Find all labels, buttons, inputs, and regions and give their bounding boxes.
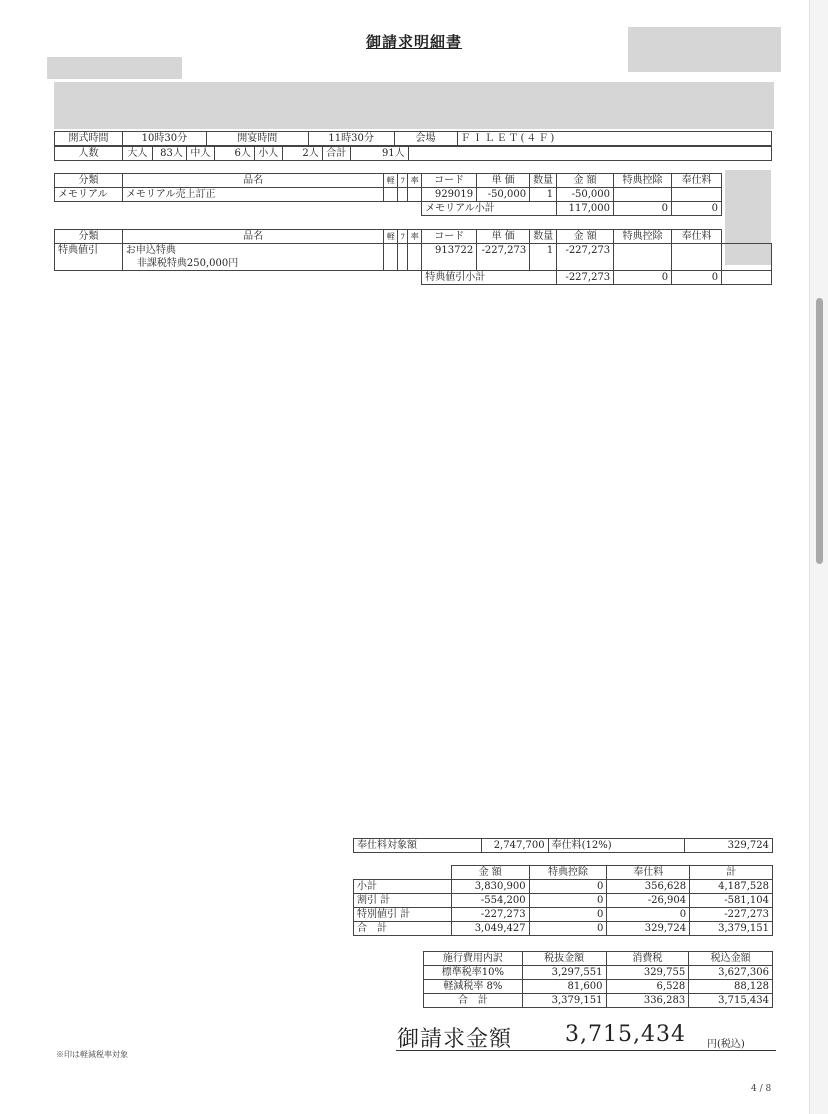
people-total-label: 合計 [322,147,350,161]
col-light: 軽 [384,174,398,188]
tax-header-tax: 消費税 [606,952,689,966]
memorial-subtotal-benefit: 0 [614,202,672,216]
memorial-qty: 1 [530,188,557,202]
summary-row-label: 特別値引 計 [354,908,452,922]
tax-row-incl: 3,715,434 [689,994,773,1008]
summary-row-amount: 3,049,427 [451,922,529,936]
benefit-amount: -227,273 [557,244,614,271]
summary-row-total: -581,104 [690,894,773,908]
table-row [424,994,773,1008]
tax-header-incl: 税込金額 [689,952,773,966]
summary-row-benefit: 0 [529,908,607,922]
summary-row-total: -227,273 [690,908,773,922]
tax-row-label: 標準税率10% [424,966,523,980]
col-light: 軽 [384,230,398,244]
venue-value: ＦＩＬＥＴ(４Ｆ) [457,132,772,146]
summary-row-service: 329,724 [607,922,690,936]
col-unit-price: 単 価 [477,174,530,188]
tax-header-pretax: 税抜金額 [522,952,606,966]
document-title: 御請求明細書 [365,33,462,51]
col-category: 分類 [55,174,123,188]
memorial-subtotal-service: 0 [671,202,721,216]
service-target-value: 2,747,700 [481,839,548,853]
redacted-block-recipient [47,57,182,79]
benefit-subtotal-amount: -227,273 [557,271,614,285]
memorial-code: 929019 [422,188,477,202]
benefit-category: 特典値引 [55,244,123,271]
summary-table [353,865,773,936]
col-amount: 金 額 [557,230,614,244]
service-target-table [353,838,773,853]
summary-row-service: 356,628 [607,880,690,894]
redacted-block-top-right [628,27,781,72]
summary-row-service: 0 [607,908,690,922]
tax-header-breakdown: 施行費用内訳 [424,952,523,966]
col-flag: ﾌ [398,174,408,188]
people-label: 人数 [55,147,123,161]
start-time-value: 10時30分 [122,132,206,146]
child-count: 2人 [282,147,322,161]
tax-row-incl: 3,627,306 [689,966,773,980]
summary-header-total: 計 [690,866,773,880]
tax-row-tax: 6,528 [606,980,689,994]
scrollbar[interactable] [809,0,828,1114]
col-code: コード [422,230,477,244]
benefit-code: 913722 [422,244,477,271]
summary-row-service: -26,904 [607,894,690,908]
tax-row-tax: 336,283 [606,994,689,1008]
redacted-block-banner [54,82,774,129]
col-qty: 数量 [530,174,557,188]
middle-label: 中人 [186,147,214,161]
tax-row-pretax: 3,297,551 [522,966,606,980]
venue-label: 会場 [394,132,457,146]
table-row [424,980,773,994]
reduced-tax-note: ※印は軽減税率対象 [56,1050,128,1059]
table-row [354,880,773,894]
memorial-subtotal-amount: 117,000 [557,202,614,216]
grand-total-unit: 円(税込) [707,1039,745,1050]
col-amount: 金 額 [557,174,614,188]
start-time-label: 開式時間 [55,132,123,146]
summary-row-label: 割引 計 [354,894,452,908]
benefit-subtotal-service: 0 [672,271,722,285]
tax-breakdown-table [423,951,773,1008]
summary-row-label: 小計 [354,880,452,894]
benefit-unit-price: -227,273 [477,244,530,271]
event-info-table [54,131,772,146]
tax-row-label: 合 計 [424,994,523,1008]
people-total-value: 91人 [350,147,408,161]
col-service: 奉仕料 [672,230,722,244]
tax-row-pretax: 81,600 [522,980,606,994]
page-indicator: 4 / 8 [751,1084,772,1094]
memorial-item: メモリアル売上訂正 [122,188,383,202]
col-flag: ﾌ [398,230,408,244]
middle-count: 6人 [214,147,254,161]
tax-row-incl: 88,128 [689,980,773,994]
col-item: 品名 [122,230,383,244]
tax-row-label: 軽減税率 8% [424,980,523,994]
summary-row-amount: -554,200 [451,894,529,908]
table-row [55,271,772,285]
table-row [55,202,722,216]
summary-header-service: 奉仕料 [607,866,690,880]
table-row [354,894,773,908]
child-label: 小人 [254,147,282,161]
col-code: コード [422,174,477,188]
adult-label: 大人 [122,147,152,161]
summary-row-benefit: 0 [529,922,607,936]
summary-row-amount: -227,273 [451,908,529,922]
memorial-table [54,173,722,216]
table-row [354,908,773,922]
summary-row-benefit: 0 [529,894,607,908]
grand-total-value: 3,715,434 [565,1022,686,1047]
service-rate-label: 奉仕料(12%) [548,839,685,853]
summary-header-amount: 金 額 [451,866,529,880]
summary-row-amount: 3,830,900 [451,880,529,894]
memorial-unit-price: -50,000 [477,188,530,202]
scrollbar-thumb[interactable] [816,298,823,564]
tax-row-pretax: 3,379,151 [522,994,606,1008]
summary-row-benefit: 0 [529,880,607,894]
col-qty: 数量 [530,230,557,244]
tax-row-tax: 329,755 [606,966,689,980]
memorial-category: メモリアル [55,188,123,202]
memorial-subtotal-label: メモリアル小計 [422,202,557,216]
benefit-subtotal-benefit: 0 [614,271,672,285]
grand-total-label: 御請求金額 [397,1027,513,1052]
col-tax: 率 [408,230,422,244]
summary-header-benefit: 特典控除 [529,866,607,880]
memorial-amount: -50,000 [557,188,614,202]
party-time-value: 11時30分 [308,132,394,146]
table-row [354,922,773,936]
benefit-subtotal-label: 特典値引小計 [422,271,557,285]
col-tax: 率 [408,174,422,188]
benefit-item-sub: 非課税特典250,000円 [122,257,383,271]
benefit-item: お申込特典 [122,244,383,258]
adult-count: 83人 [152,147,186,161]
col-category: 分類 [55,230,123,244]
table-row [424,966,773,980]
benefit-table [54,229,772,285]
grand-total-underline [396,1050,776,1051]
party-time-label: 開宴時間 [206,132,308,146]
table-row [55,188,722,202]
service-rate-value: 329,724 [685,839,773,853]
service-target-label: 奉仕料対象額 [354,839,482,853]
summary-row-label: 合 計 [354,922,452,936]
benefit-qty: 1 [530,244,557,271]
summary-row-total: 3,379,151 [690,922,773,936]
col-unit-price: 単 価 [477,230,530,244]
col-service: 奉仕料 [671,174,721,188]
guest-count-table [54,146,772,161]
table-row [55,244,772,258]
col-benefit: 特典控除 [614,230,672,244]
col-benefit: 特典控除 [614,174,672,188]
summary-row-total: 4,187,528 [690,880,773,894]
col-item: 品名 [122,174,383,188]
